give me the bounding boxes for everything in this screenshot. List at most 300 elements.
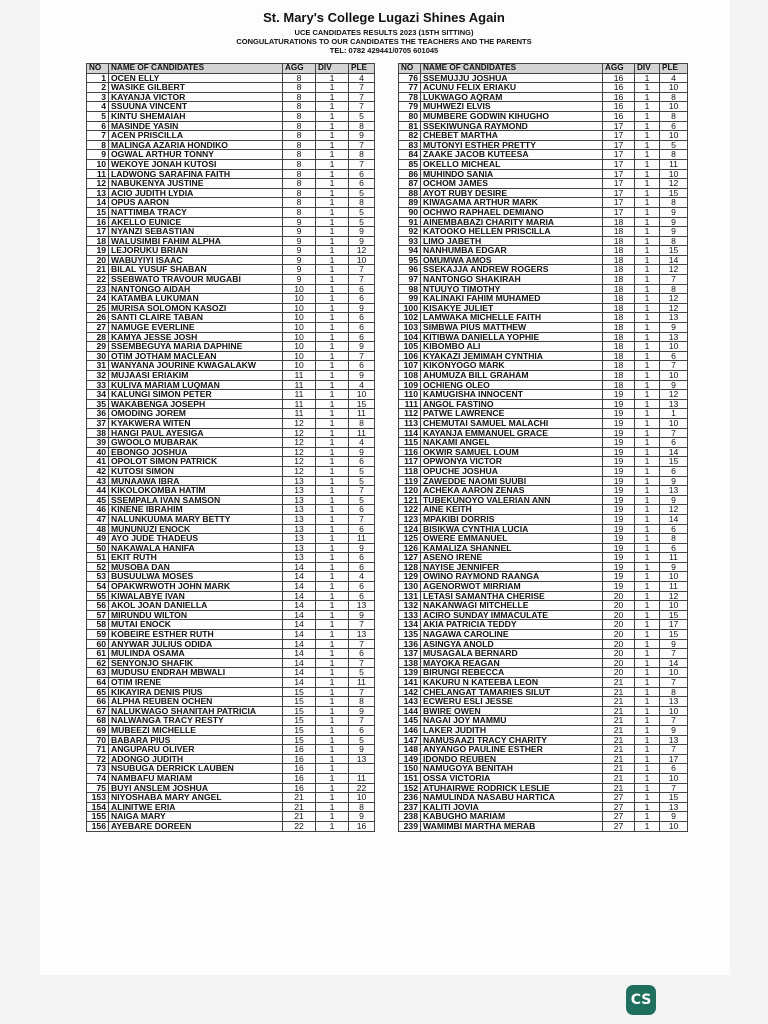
table-row (399, 188, 688, 198)
cell-name: ACEN PRISCILLA (109, 131, 283, 141)
cell-ple: 15 (660, 246, 688, 256)
cell-div: 1 (635, 246, 660, 256)
cell-div: 1 (316, 582, 349, 592)
cell-name: NAYISE JENNIFER (421, 562, 603, 572)
table-row (87, 447, 375, 457)
cell-name: MUSAGALA BERNARD (421, 649, 603, 659)
table-row (399, 294, 688, 304)
table-row (87, 591, 375, 601)
cell-no: 119 (399, 476, 421, 486)
cell-name: AINEMBABAZI CHARITY MARIA (421, 217, 603, 227)
cell-agg: 18 (603, 217, 635, 227)
cell-no: 13 (87, 188, 109, 198)
cell-name: SANTI CLAIRE TABAN (109, 313, 283, 323)
cell-name: KIKOLOKOMBA HATIM (109, 486, 283, 496)
cell-ple: 6 (349, 582, 375, 592)
cell-div: 1 (316, 390, 349, 400)
cell-div: 1 (316, 227, 349, 237)
cell-no: 58 (87, 620, 109, 630)
cell-ple: 5 (349, 466, 375, 476)
cell-ple: 12 (660, 294, 688, 304)
table-row (87, 572, 375, 582)
cell-div: 1 (316, 668, 349, 678)
cell-div: 1 (635, 131, 660, 141)
cell-no: 129 (399, 572, 421, 582)
cell-name: OWINO RAYMOND RAANGA (421, 572, 603, 582)
table-row (87, 630, 375, 640)
cell-div: 1 (635, 399, 660, 409)
cell-agg: 17 (603, 121, 635, 131)
cell-no: 53 (87, 572, 109, 582)
cell-no: 122 (399, 505, 421, 515)
cell-no: 72 (87, 754, 109, 764)
cell-div: 1 (316, 716, 349, 726)
cell-name: GWOOLO MUBARAK (109, 438, 283, 448)
cell-agg: 9 (283, 255, 316, 265)
cell-ple: 13 (660, 313, 688, 323)
cell-ple: 10 (660, 342, 688, 352)
cell-agg: 19 (603, 390, 635, 400)
cell-name: LAKER JUDITH (421, 725, 603, 735)
cell-no: 78 (399, 92, 421, 102)
cell-name: NTUUYO TIMOTHY (421, 284, 603, 294)
cell-name: KAYANJA VICTOR (109, 92, 283, 102)
cell-no: 134 (399, 620, 421, 630)
cell-name: MUTONYI ESTHER PRETTY (421, 140, 603, 150)
cell-no: 36 (87, 409, 109, 419)
cell-ple: 7 (349, 658, 375, 668)
table-row (399, 591, 688, 601)
table-row (87, 188, 375, 198)
table-row (87, 610, 375, 620)
cell-div: 1 (316, 821, 349, 831)
table-row (87, 428, 375, 438)
cell-no: 105 (399, 342, 421, 352)
cell-no: 66 (87, 697, 109, 707)
cell-ple: 5 (349, 735, 375, 745)
table-row (87, 706, 375, 716)
cell-agg: 21 (603, 783, 635, 793)
cell-agg: 14 (283, 591, 316, 601)
cell-name: KAMALIZA SHANNEL (421, 543, 603, 553)
table-row (399, 649, 688, 659)
cell-ple: 12 (660, 390, 688, 400)
cell-no: 23 (87, 284, 109, 294)
cell-no: 118 (399, 466, 421, 476)
cell-agg: 19 (603, 418, 635, 428)
table-row (87, 562, 375, 572)
table-row (399, 687, 688, 697)
cell-div: 1 (635, 725, 660, 735)
cell-agg: 19 (603, 399, 635, 409)
cell-agg: 10 (283, 342, 316, 352)
cell-agg: 20 (603, 639, 635, 649)
cell-div: 1 (635, 313, 660, 323)
cell-no: 22 (87, 275, 109, 285)
cell-agg: 19 (603, 534, 635, 544)
cell-ple: 15 (660, 457, 688, 467)
cell-div: 1 (316, 236, 349, 246)
cell-ple: 9 (660, 725, 688, 735)
cell-name: KABUGHO MARIAM (421, 812, 603, 822)
cell-ple: 9 (660, 476, 688, 486)
table-row (399, 246, 688, 256)
cell-agg: 12 (283, 457, 316, 467)
cell-div: 1 (316, 83, 349, 93)
cell-div: 1 (635, 514, 660, 524)
cell-div: 1 (635, 543, 660, 553)
cell-div: 1 (635, 342, 660, 352)
table-row (87, 323, 375, 333)
cell-name: AHUMUZA BILL GRAHAM (421, 371, 603, 381)
cell-agg: 16 (603, 92, 635, 102)
cell-div: 1 (635, 754, 660, 764)
cell-no: 153 (87, 793, 109, 803)
results-subtitle: UCE CANDIDATES RESULTS 2023 (15TH SITTING) (294, 28, 474, 37)
cell-agg: 9 (283, 236, 316, 246)
cell-agg: 16 (283, 745, 316, 755)
table-row (399, 582, 688, 592)
cell-no: 145 (399, 716, 421, 726)
cell-name: MUTAI ENOCK (109, 620, 283, 630)
cell-agg: 8 (283, 159, 316, 169)
cell-no: 67 (87, 706, 109, 716)
cell-no: 26 (87, 313, 109, 323)
table-row (87, 159, 375, 169)
table-row (399, 447, 688, 457)
cell-no: 57 (87, 610, 109, 620)
cell-name: NAMUGOYA BENITAH (421, 764, 603, 774)
cell-agg: 13 (283, 543, 316, 553)
cell-name: KAMUGISHA INNOCENT (421, 390, 603, 400)
table-row (87, 332, 375, 342)
table-row (399, 572, 688, 582)
cell-no: 69 (87, 725, 109, 735)
cell-ple: 6 (349, 179, 375, 189)
cell-ple: 9 (660, 207, 688, 217)
cell-no: 238 (399, 812, 421, 822)
cell-div: 1 (635, 649, 660, 659)
cell-agg: 14 (283, 562, 316, 572)
table-row (399, 630, 688, 640)
cell-agg: 18 (603, 246, 635, 256)
cell-agg: 16 (283, 783, 316, 793)
cell-no: 47 (87, 514, 109, 524)
cell-agg: 19 (603, 543, 635, 553)
cell-ple: 7 (349, 159, 375, 169)
cell-name: KUTOSI SIMON (109, 466, 283, 476)
table-row (87, 821, 375, 831)
cell-name: LADWONG SARAFINA FAITH (109, 169, 283, 179)
table-row (87, 658, 375, 668)
cell-div: 1 (316, 323, 349, 333)
cell-no: 40 (87, 447, 109, 457)
cell-div: 1 (635, 562, 660, 572)
cell-agg: 27 (603, 802, 635, 812)
cell-div: 1 (316, 284, 349, 294)
cell-no: 95 (399, 255, 421, 265)
table-row (87, 639, 375, 649)
cell-no: 42 (87, 466, 109, 476)
cell-ple: 7 (349, 639, 375, 649)
cell-agg: 19 (603, 428, 635, 438)
table-row (399, 217, 688, 227)
table-row (399, 428, 688, 438)
cell-no: 114 (399, 428, 421, 438)
table-row (399, 534, 688, 544)
cell-name: OTIM IRENE (109, 678, 283, 688)
cell-agg: 11 (283, 399, 316, 409)
table-row (87, 764, 375, 774)
cell-no: 4 (87, 102, 109, 112)
cell-agg: 20 (603, 630, 635, 640)
cell-div: 1 (316, 572, 349, 582)
table-row (87, 294, 375, 304)
col-name-header: NAME OF CANDIDATES (109, 64, 283, 74)
cell-no: 29 (87, 342, 109, 352)
table-row (87, 246, 375, 256)
cell-ple: 15 (660, 630, 688, 640)
cell-div: 1 (635, 294, 660, 304)
cell-agg: 11 (283, 390, 316, 400)
cell-div: 1 (635, 630, 660, 640)
cell-name: KAMYA JESSE JOSH (109, 332, 283, 342)
cell-name: NALUNKUUMA MARY BETTY (109, 514, 283, 524)
cell-agg: 17 (603, 131, 635, 141)
cell-ple: 7 (349, 351, 375, 361)
cell-div: 1 (316, 351, 349, 361)
cell-div: 1 (635, 553, 660, 563)
cell-name: OCHWO RAPHAEL DEMIANO (421, 207, 603, 217)
col-name-header: NAME OF CANDIDATES (421, 64, 603, 74)
cell-ple: 9 (349, 447, 375, 457)
cell-agg: 14 (283, 620, 316, 630)
cell-ple: 16 (349, 821, 375, 831)
cell-name: MULINDA OSAMA (109, 649, 283, 659)
cell-no: 90 (399, 207, 421, 217)
cell-ple: 6 (349, 591, 375, 601)
cell-name: KATOOKO HELLEN PRISCILLA (421, 227, 603, 237)
cell-div: 1 (316, 495, 349, 505)
cell-agg: 18 (603, 294, 635, 304)
cell-ple: 10 (660, 371, 688, 381)
table-row (399, 802, 688, 812)
cell-no: 236 (399, 793, 421, 803)
table-row (87, 409, 375, 419)
cell-agg: 10 (283, 313, 316, 323)
cell-div: 1 (635, 524, 660, 534)
cell-div: 1 (635, 687, 660, 697)
cell-no: 108 (399, 371, 421, 381)
table-row (87, 687, 375, 697)
cell-agg: 19 (603, 495, 635, 505)
table-row (399, 399, 688, 409)
cell-name: MUNUNUZI ENOCK (109, 524, 283, 534)
cell-no: 152 (399, 783, 421, 793)
cell-agg: 20 (603, 658, 635, 668)
table-row (399, 351, 688, 361)
cell-ple: 9 (349, 610, 375, 620)
cell-div: 1 (635, 265, 660, 275)
cell-no: 62 (87, 658, 109, 668)
cell-ple: 6 (349, 562, 375, 572)
cell-no: 39 (87, 438, 109, 448)
col-ple-header: PLE (660, 64, 688, 74)
cell-ple: 10 (349, 390, 375, 400)
cell-agg: 12 (283, 428, 316, 438)
cell-no: 136 (399, 639, 421, 649)
table-row (399, 380, 688, 390)
cell-name: KITIBWA DANIELLA YOPHIE (421, 332, 603, 342)
cell-name: BABARA PIUS (109, 735, 283, 745)
cell-no: 102 (399, 313, 421, 323)
table-row (87, 486, 375, 496)
table-row (87, 275, 375, 285)
cell-no: 81 (399, 121, 421, 131)
cell-div: 1 (635, 793, 660, 803)
table-row (87, 342, 375, 352)
cell-name: ASENO IRENE (421, 553, 603, 563)
col-div-header: DIV (635, 64, 660, 74)
cell-div: 1 (635, 495, 660, 505)
cell-no: 99 (399, 294, 421, 304)
cell-no: 86 (399, 169, 421, 179)
cell-div: 1 (316, 255, 349, 265)
table-row (87, 716, 375, 726)
table-row (399, 620, 688, 630)
cell-div: 1 (635, 332, 660, 342)
cell-ple: 4 (349, 572, 375, 582)
cell-ple: 10 (660, 418, 688, 428)
cell-name: ZAAKE JACOB KUTEESA (421, 150, 603, 160)
cell-agg: 8 (283, 207, 316, 217)
cell-name: KINENE IBRAHIM (109, 505, 283, 515)
cell-agg: 12 (283, 438, 316, 448)
table-row (87, 131, 375, 141)
cell-ple: 22 (349, 783, 375, 793)
cell-name: PATWE LAWRENCE (421, 409, 603, 419)
table-row (399, 275, 688, 285)
cell-no: 239 (399, 821, 421, 831)
cell-agg: 10 (283, 361, 316, 371)
cell-ple: 11 (349, 428, 375, 438)
cell-name: NATTIMBA TRACY (109, 207, 283, 217)
col-no-header: NO (87, 64, 109, 74)
cell-div: 1 (316, 428, 349, 438)
cell-div: 1 (635, 610, 660, 620)
cell-div: 1 (316, 562, 349, 572)
cell-no: 75 (87, 783, 109, 793)
cell-div: 1 (635, 783, 660, 793)
cell-name: SIMBWA PIUS MATTHEW (421, 323, 603, 333)
cell-agg: 10 (283, 332, 316, 342)
cell-name: OTIM JOTHAM MACLEAN (109, 351, 283, 361)
cell-name: NAGAWA CAROLINE (421, 630, 603, 640)
cell-agg: 8 (283, 73, 316, 83)
cell-agg: 17 (603, 169, 635, 179)
cell-name: KAKURU N KATEEBA LEON (421, 678, 603, 688)
cell-name: OSSA VICTORIA (421, 773, 603, 783)
cell-ple: 5 (349, 217, 375, 227)
cell-name: KIWALABYE IVAN (109, 591, 283, 601)
cell-ple: 9 (349, 745, 375, 755)
cell-ple: 8 (660, 534, 688, 544)
cell-no: 132 (399, 601, 421, 611)
cell-div: 1 (635, 236, 660, 246)
cell-div: 1 (635, 505, 660, 515)
cell-agg: 13 (283, 553, 316, 563)
table-row (399, 553, 688, 563)
cell-div: 1 (316, 140, 349, 150)
cell-div: 1 (316, 486, 349, 496)
cell-ple: 8 (349, 150, 375, 160)
cell-div: 1 (635, 745, 660, 755)
cell-agg: 21 (603, 754, 635, 764)
cell-no: 33 (87, 380, 109, 390)
cell-agg: 17 (603, 198, 635, 208)
cell-name: BISIKWA CYNTHIA LUCIA (421, 524, 603, 534)
cell-div: 1 (316, 150, 349, 160)
cell-ple: 5 (349, 207, 375, 217)
cell-name: MUSOBA DAN (109, 562, 283, 572)
cell-no: 70 (87, 735, 109, 745)
table-row (87, 390, 375, 400)
cell-name: ANGOL FASTINO (421, 399, 603, 409)
cell-no: 21 (87, 265, 109, 275)
cell-div: 1 (316, 313, 349, 323)
cell-ple: 14 (660, 514, 688, 524)
cell-agg: 22 (283, 821, 316, 831)
cell-agg: 21 (283, 793, 316, 803)
table-row (87, 399, 375, 409)
cell-agg: 21 (603, 678, 635, 688)
cell-name: LUKWAGO AQRAM (421, 92, 603, 102)
cell-div: 1 (635, 466, 660, 476)
table-row (87, 495, 375, 505)
cell-name: MUNAAWA IBRA (109, 476, 283, 486)
cell-no: 79 (399, 102, 421, 112)
cell-div: 1 (316, 514, 349, 524)
cell-ple: 8 (349, 697, 375, 707)
cell-name: NAKAWALA HANIFA (109, 543, 283, 553)
cell-name: BILAL YUSUF SHABAN (109, 265, 283, 275)
table-row (87, 802, 375, 812)
cell-div: 1 (635, 83, 660, 93)
cell-name: SSEMBEGUYA MARIA DAPHINE (109, 342, 283, 352)
cell-no: 155 (87, 812, 109, 822)
cell-ple: 13 (660, 735, 688, 745)
cell-div: 1 (316, 275, 349, 285)
table-row (399, 562, 688, 572)
cell-no: 76 (399, 73, 421, 83)
cell-agg: 14 (283, 668, 316, 678)
cell-no: 77 (399, 83, 421, 93)
table-row (87, 227, 375, 237)
cell-ple: 11 (349, 534, 375, 544)
table-row (399, 169, 688, 179)
cell-ple: 9 (660, 562, 688, 572)
cell-agg: 18 (603, 255, 635, 265)
cell-div: 1 (316, 380, 349, 390)
cell-agg: 21 (603, 725, 635, 735)
cell-agg: 18 (603, 227, 635, 237)
cell-name: CHELANGAT TAMARIES SILUT (421, 687, 603, 697)
cell-div: 1 (316, 179, 349, 189)
col-no-header: NO (399, 64, 421, 74)
cell-ple: 8 (660, 111, 688, 121)
cell-agg: 18 (603, 332, 635, 342)
cell-ple: 9 (349, 227, 375, 237)
